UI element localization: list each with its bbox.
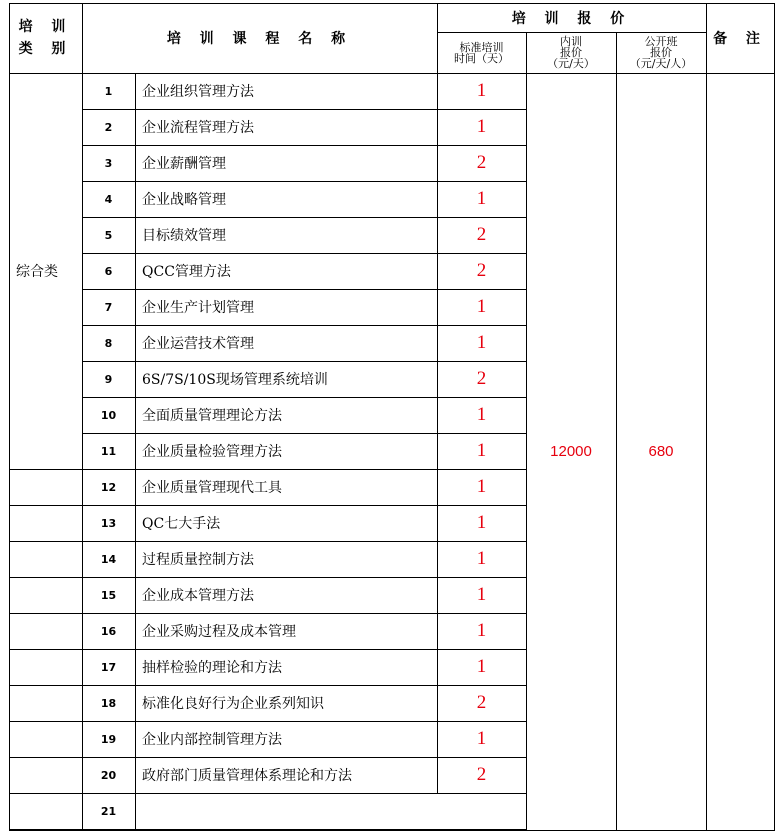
course-days xyxy=(437,793,526,829)
category-label: 综合类 xyxy=(16,264,58,280)
row-number: 6 xyxy=(104,264,113,278)
course-name: 企业流程管理方法 xyxy=(142,120,254,136)
inhouse-price: 12000 xyxy=(550,443,592,460)
row-number: 8 xyxy=(104,336,113,350)
public-header-line3: （元/天/人） xyxy=(629,57,693,70)
course-name: 企业生产计划管理 xyxy=(142,300,254,316)
row-number: 11 xyxy=(100,444,117,458)
duration-header-line1: 标准培训 xyxy=(459,40,504,54)
duration-header xyxy=(437,32,526,73)
course-days: 2 xyxy=(476,692,487,713)
course-name: 企业内部控制管理方法 xyxy=(142,732,282,748)
course-name: 企业运营技术管理 xyxy=(142,336,254,352)
grid-line xyxy=(9,3,10,831)
course-days: 1 xyxy=(476,548,487,569)
row-number: 13 xyxy=(100,516,117,530)
course-name: 企业质量检验管理方法 xyxy=(142,444,282,460)
course-days: 1 xyxy=(476,440,487,461)
course-name: 抽样检验的理论和方法 xyxy=(142,660,282,676)
row-number: 5 xyxy=(104,228,113,242)
row-number: 10 xyxy=(100,408,117,422)
row-number: 19 xyxy=(100,732,117,746)
category-header-line2: 类 别 xyxy=(18,41,73,57)
course-days: 1 xyxy=(476,620,487,641)
grid-line xyxy=(706,3,707,831)
row-number: 17 xyxy=(100,660,117,674)
course-name-header: 培 训 课 程 名 称 xyxy=(166,31,353,47)
public-header-line2: 报价 xyxy=(650,46,672,59)
course-name: 全面质量管理理论方法 xyxy=(142,408,282,424)
quote-header: 培 训 报 价 xyxy=(511,10,632,27)
duration-header-line2: 时间（天） xyxy=(454,51,509,65)
grid-line xyxy=(9,830,775,831)
row-number: 16 xyxy=(100,624,117,638)
category-header xyxy=(9,3,82,73)
inhouse-header-line2: 报价 xyxy=(560,46,582,59)
row-number: 20 xyxy=(100,768,117,782)
category-header-line1: 培 训 xyxy=(18,19,73,35)
course-days: 1 xyxy=(476,584,487,605)
course-name: 6S/7S/10S现场管理系统培训 xyxy=(142,372,328,388)
grid-line xyxy=(774,3,775,831)
public-price: 680 xyxy=(648,443,674,460)
course-days: 2 xyxy=(476,224,487,245)
course-name: 企业成本管理方法 xyxy=(142,588,254,604)
course-days: 1 xyxy=(476,116,487,137)
row-number: 12 xyxy=(100,480,117,494)
course-name: QCC管理方法 xyxy=(142,264,231,280)
course-name: 企业薪酬管理 xyxy=(142,156,226,172)
course-name xyxy=(135,793,437,829)
course-days: 1 xyxy=(476,512,487,533)
public-header xyxy=(616,32,706,73)
row-number: 4 xyxy=(104,192,113,206)
row-number: 14 xyxy=(100,552,117,566)
row-number: 15 xyxy=(100,588,117,602)
course-days: 1 xyxy=(476,188,487,209)
course-days: 2 xyxy=(476,152,487,173)
course-days: 1 xyxy=(476,80,487,101)
course-days: 1 xyxy=(476,656,487,677)
course-name: 企业组织管理方法 xyxy=(142,84,254,100)
row-number: 9 xyxy=(104,372,113,386)
course-days: 1 xyxy=(476,296,487,317)
public-header-line1: 公开班 xyxy=(644,35,678,48)
row-number: 18 xyxy=(100,696,117,710)
course-days: 1 xyxy=(476,404,487,425)
course-days: 2 xyxy=(476,764,487,785)
remarks-header: 备 注 xyxy=(713,31,767,47)
row-number: 1 xyxy=(104,84,113,98)
course-name: 目标绩效管理 xyxy=(142,228,226,244)
row-number: 21 xyxy=(100,804,117,818)
inhouse-header-line3: （元/天） xyxy=(547,57,595,70)
course-name: 企业质量管理现代工具 xyxy=(142,480,282,496)
course-name: 企业战略管理 xyxy=(142,192,226,208)
course-days: 1 xyxy=(476,728,487,749)
course-days: 1 xyxy=(476,332,487,353)
inhouse-header-line1: 内训 xyxy=(560,35,582,48)
course-name: 标准化良好行为企业系列知识 xyxy=(142,696,324,712)
course-days: 1 xyxy=(476,476,487,497)
course-name: 企业采购过程及成本管理 xyxy=(142,624,296,640)
row-number: 2 xyxy=(104,120,113,134)
inhouse-header xyxy=(526,32,616,73)
course-days: 2 xyxy=(476,260,487,281)
course-name: 政府部门质量管理体系理论和方法 xyxy=(142,768,352,784)
course-name: 过程质量控制方法 xyxy=(142,552,254,568)
row-number: 7 xyxy=(104,300,113,314)
course-days: 2 xyxy=(476,368,487,389)
row-number: 3 xyxy=(104,156,113,170)
course-name: QC七大手法 xyxy=(142,516,221,532)
